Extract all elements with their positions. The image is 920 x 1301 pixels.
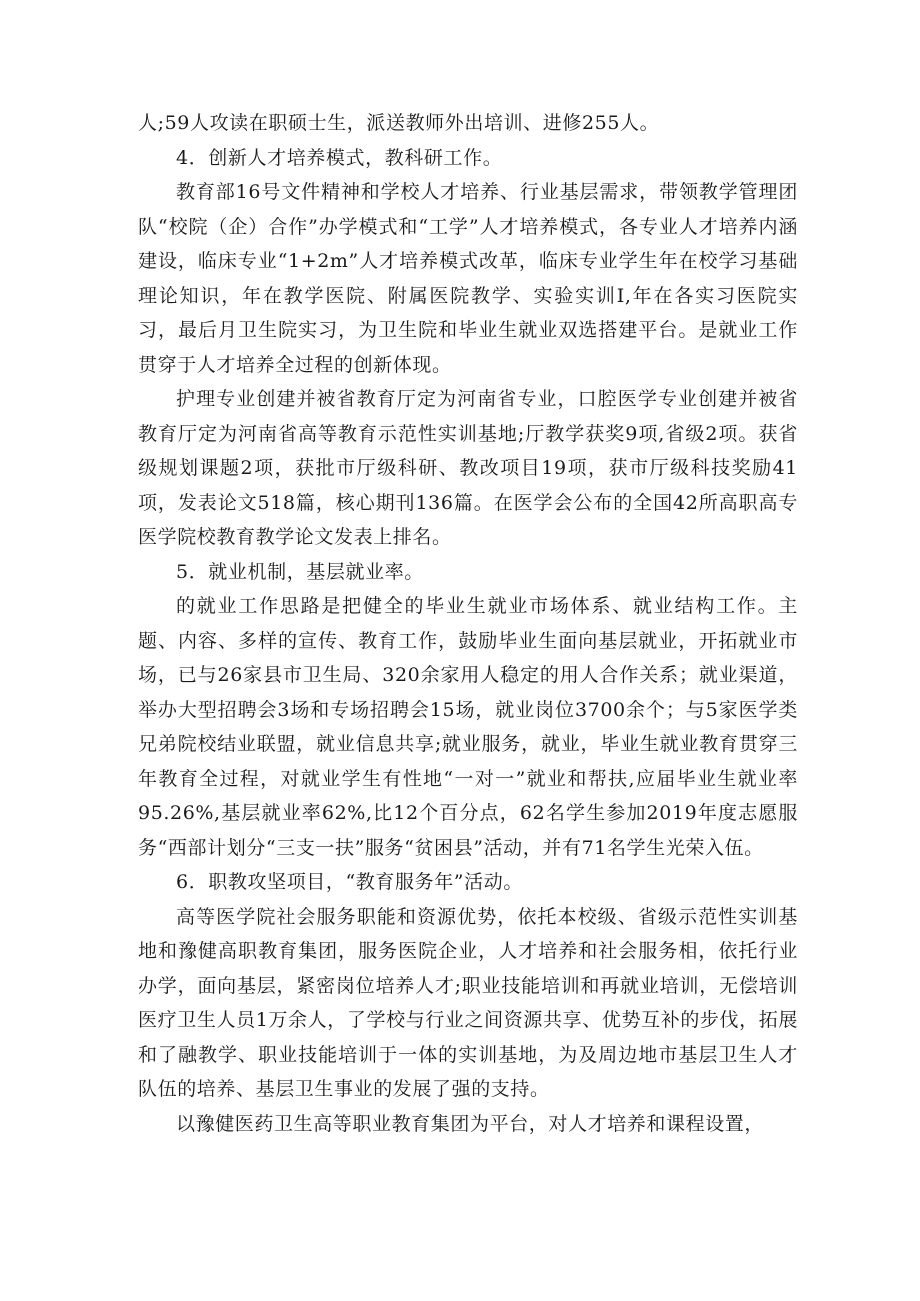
paragraph-employment: 的就业工作思路是把健全的毕业生就业市场体系、就业结构工作。主题、内容、多样的宣传、教育工作，鼓励毕业生面向基层就业，开拓就业市场，已与26家县市卫生局、320余家用人稳定的用人合作关系；就业渠道，举办大型招聘会3场和专场招聘会15场，就业岗位3700余个；与5家医学类兄弟院校结业联盟，就业信息共享;就业服务，就业，毕业生就业教育贯穿三年教育全过程，对就业学生有性地“一对一”就业和帮扶,应届毕业生就业率95.26%,基层就业率62%,比12个百分点，62名学生参加2019年度志愿服务“西部计划分“三支一扶”服务“贫困县”活动，并有71名学生光荣入伍。	[138, 595, 798, 859]
paragraph-social-service: 高等医学院社会服务职能和资源优势，依托本校级、省级示范性实训基地和豫健高职教育集团，服务医院企业，人才培养和社会服务相，依托行业办学，面向基层，紧密岗位培养人才;职业技能培训和再就业培训，无偿培训医疗卫生人员1万余人，了学校与行业之间资源共享、优势互补的步伐，拓展和了融教学、职业技能培训于一体的实训基地，为及周边地市基层卫生人才队伍的培养、基层卫生事业的发展了强的支持。	[138, 905, 798, 1100]
document-page	[138, 106, 798, 1141]
paragraph-teaching-reform: 教育部16号文件精神和学校人才培养、行业基层需求，带领教学管理团队“校院（企）合作”办学模式和“工学”人才培养模式，各专业人才培养内涵建设，临床专业“1+2m”人才培养模式改革，临床专业学生年在校学习基础理论知识，年在教学医院、附属医院教学、实验实训I,年在各实习医院实习，最后月卫生院实习，为卫生院和毕业生就业双选搭建平台。是就业工作贯穿于人才培养全过程的创新体现。	[138, 181, 798, 376]
section-heading-5: 5．就业机制，基层就业率。	[176, 560, 424, 583]
paragraph-education-group: 以豫健医药卫生高等职业教育集团为平台，对人才培养和课程设置，	[176, 1112, 765, 1135]
paragraph-continuation: 人;59人攻读在职硕士生，派送教师外出培训、进修255人。	[138, 112, 660, 134]
section-heading-4: 4．创新人才培养模式，教科研工作。	[176, 146, 503, 169]
section-heading-6: 6．职教攻坚项目，“教育服务年”活动。	[176, 871, 523, 893]
paragraph-research-achievements: 护理专业创建并被省教育厅定为河南省专业，口腔医学专业创建并被省教育厅定为河南省高等教育示范性实训基地;厅教学获奖9项,省级2项。获省级规划课题2项，获批市厅级科研、教改项目19项，获市厅级科技奖励41项，发表论文518篇，核心期刊136篇。在医学会公布的全国42所高职高专医学院校教育教学论文发表上排名。	[138, 388, 798, 548]
